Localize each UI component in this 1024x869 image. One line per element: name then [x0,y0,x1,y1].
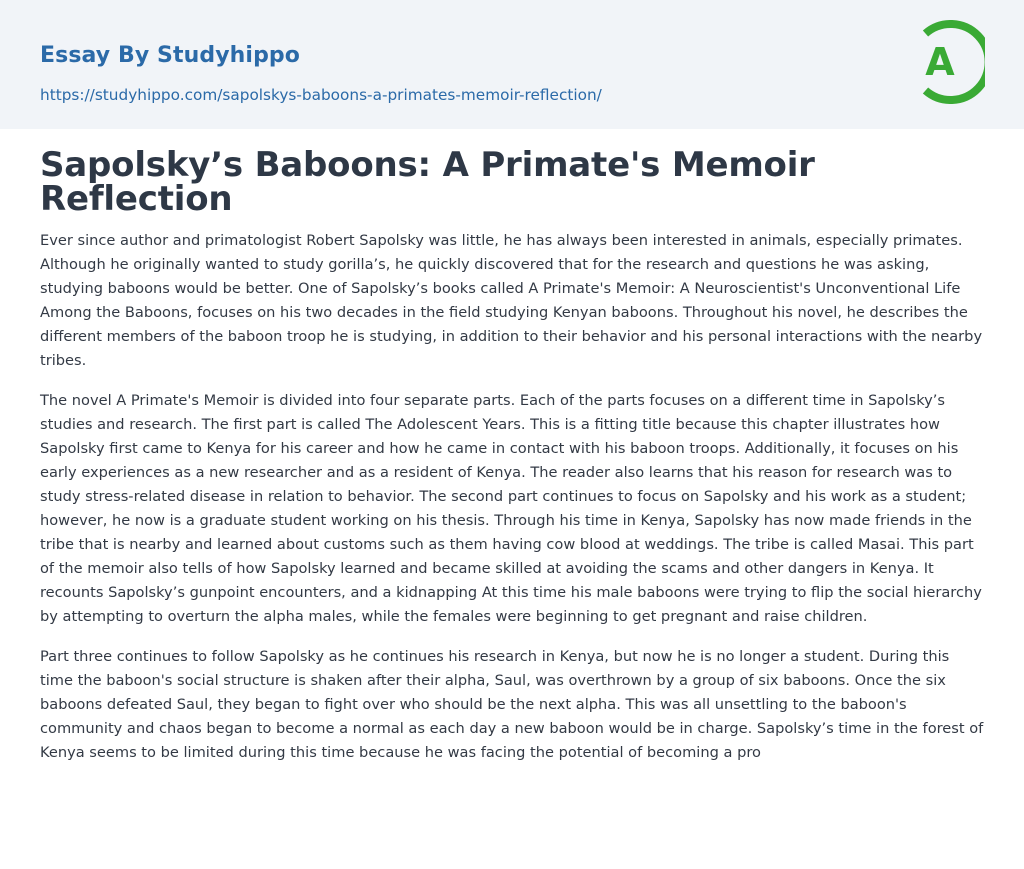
paragraph-3: Part three continues to follow Sapolsky as he continues his research in Kenya, but now he is no longer a student. During this time the baboon's social structure is shaken after their alpha, Saul, was overthrown by a group of six baboons. Once the six baboons defeated Saul, they began to fight over who should be the next alpha. This was all unsettling to the baboon's community and chaos began to become a normal as each day a new baboon would be in charge. Sapolsky’s time in the forest of Kenya seems to be limited during this time because he was facing the potential of becoming a pro [40,648,984,761]
brand-title[interactable]: Essay By Studyhippo [40,43,300,68]
logo[interactable] [913,20,985,104]
paragraph-2: The novel A Primate's Memoir is divided into four separate parts. Each of the parts focuses on a different time in Sapolsky’s studies and research. The first part is called The Adolescent Years. This is a fitting title because this chapter illustrates how Sapolsky first came to Kenya for his career and how he came in contact with his baboon troops. Additionally, it focuses on his early experiences as a new researcher and as a resident of Kenya. The reader also learns that his reason for research was to study stress-related disease in relation to behavior. The second part continues to focus on Sapolsky and his work as a student; however, he now is a graduate student working on his thesis. Through his time in Kenya, Sapolsky has now made friends in the tribe that is nearby and learned about customs such as them having cow blood at weddings. The tribe is called Masai. This part of the memoir also tells of how Sapolsky learned and became skilled at avoiding the scams and other dangers in Kenya. It recounts Sapolsky’s gunpoint encounters, and a kidnapping At this time his male baboons were trying to flip the social hierarchy by attempting to overturn the alpha males, while the females were beginning to get pregnant and raise children. [40,392,982,625]
paragraph-1: Ever since author and primatologist Robert Sapolsky was little, he has always been interested in animals, especially primates. Although he originally wanted to study gorilla’s, he quickly discovered that for the research and questions he was asking, studying baboons would be better. One of Sapolsky’s books called A Primate's Memoir: A Neuroscientist's Unconventional Life Among the Baboons, focuses on his two decades in the field studying Kenyan baboons. Throughout his novel, he describes the different members of the baboon troop he is studying, in addition to their behavior and his personal interactions with the nearby tribes. [40,232,983,369]
essay-url-link[interactable]: https://studyhippo.com/sapolskys-baboons-a-primates-memoir-reflection/ [40,86,602,104]
page-title: Sapolsky’s Baboons: A Primate's Memoir Reflection [40,145,815,219]
logo-letter: A [925,40,955,84]
logo-icon [913,20,985,104]
essay-body [40,229,985,781]
site-header [0,0,1024,129]
